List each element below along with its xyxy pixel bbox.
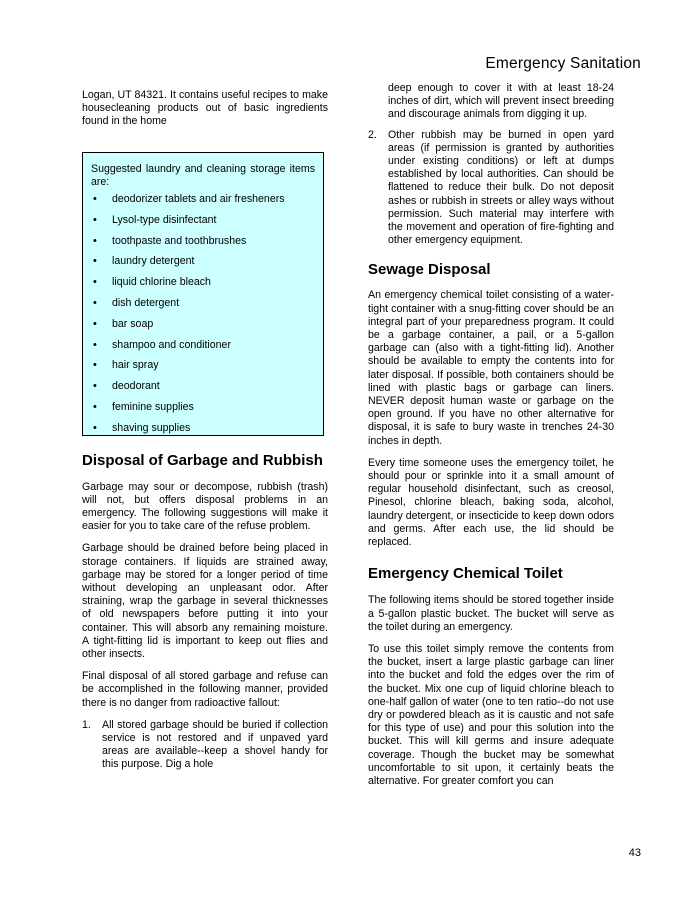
list-item: • shaving supplies (91, 422, 315, 443)
list-item: • toothpaste and toothbrushes (91, 235, 315, 256)
sewage-paragraph-1: An emergency chemical toilet consisting of a water-tight container with a snug-fitting cover should be an integral part of your preparedness program. It could be a garbage container, a pail, or a 5-gallon garbage can (also with a tight-fitting lid). Another should be available to empty the contents into for later disposal. If possible, both containers should be lined with plastic bags or garbage can liners. NEVER deposit human waste or garbage on the open ground. If you have no other alternative for disposal, it is safe to bury waste in trenches 24-30 inches in depth. (368, 289, 614, 447)
list-item: • bar soap (91, 318, 315, 339)
list-item: • shampoo and conditioner (91, 339, 315, 360)
list-item: • liquid chlorine bleach (91, 276, 315, 297)
garbage-heading: Disposal of Garbage and Rubbish (82, 451, 323, 469)
list-item: • deodorant (91, 380, 315, 401)
list-item-text: Other rubbish may be burned in open yard areas (if permission is granted by authorities under existing conditions) or left at dumps established by local authorities. Can should be flattened to reduce their bulk. Do not deposit ashes or rubbish in streets or alley ways without permission. Such material may interfere with the movement and operation of fire-fighting and other emergency equipment. (388, 128, 614, 247)
disposal-list-item-1 (82, 719, 328, 772)
toilet-paragraph-1: The following items should be stored together inside a 5-gallon plastic bucket. The bucket will serve as the toilet during an emergency. (368, 594, 614, 633)
box-intro: Suggested laundry and cleaning storage items are: (91, 162, 315, 188)
disposal-list (82, 719, 328, 772)
list-item: • hair spray (91, 359, 315, 380)
right-column (368, 82, 614, 788)
list-number: 1. (82, 718, 91, 731)
disposal-list-item-2 (368, 129, 614, 248)
sewage-paragraph-2: Every time someone uses the emergency toilet, he should pour or sprinkle into it a small amount of regular household disinfectant, such as creosol, Pinesol, chlorine bleach, baking soda, alcohol, laundry detergent, or insecticide to keep down odors and germs. After each use, the lid should be replaced. (368, 456, 614, 549)
garbage-paragraph-2: Garbage should be drained before being placed in storage containers. If liquids are strained away, garbage may be stored for a longer period of time without developing an unpleasant odor. After straining, wrap the garbage in several thicknesses of old newspapers before putting it into your container. This will absorb any remaining moisture. A tight-fitting lid is important to keep out flies and other insects. (82, 542, 328, 661)
list-item: • deodorizer tablets and air fresheners (91, 193, 315, 214)
list-item: • feminine supplies (91, 401, 315, 422)
sewage-heading: Sewage Disposal (368, 261, 491, 279)
list-item: • laundry detergent (91, 255, 315, 276)
toilet-paragraph-2: To use this toilet simply remove the contents from the bucket, insert a large plastic garbage can liner into the bucket and fold the edges over the rim of the bucket. Mix one cup of liquid chlorine bleach to one-half gallon of water (one to ten ratio--do not use dry or powdered bleach as it is caustic and not safe for this type of use) and pour this solution into the bucket. This will kill germs and insure adequate coverage. Though the bucket may be somewhat uncomfortable to sit upon, it certainly beats the alternative. For greater comfort you can (368, 642, 614, 787)
list-item-continuation: deep enough to cover it with at least 18-24 inches of dirt, which will prevent insect breeding and discourage animals from digging it up. (388, 82, 614, 121)
storage-items-box (82, 152, 324, 436)
left-column (82, 89, 328, 781)
list-item: • Lysol-type disinfectant (91, 214, 315, 235)
list-item-text: All stored garbage should be buried if collection service is not restored and if unpaved yard areas are available--keep a shovel handy for this purpose. Dig a hole (102, 718, 328, 771)
list-number: 2. (368, 128, 377, 141)
garbage-paragraph-3: Final disposal of all stored garbage and refuse can be accomplished in the following manner, provided there is no danger from radioactive fallout: (82, 670, 328, 709)
disposal-list-continued (368, 129, 614, 248)
garbage-paragraph-1: Garbage may sour or decompose, rubbish (trash) will not, but offers disposal problems in an emergency. The following suggestions will make it easier for you to take care of the refuse problem. (82, 480, 328, 533)
list-item: • dish detergent (91, 297, 315, 318)
intro-paragraph: Logan, UT 84321. It contains useful recipes to make housecleaning products out of basic ingredients found in the home (82, 89, 328, 128)
page-number: 43 (628, 847, 641, 859)
toilet-heading: Emergency Chemical Toilet (368, 565, 563, 583)
storage-items-list (91, 193, 315, 443)
page-header-title: Emergency Sanitation (485, 55, 641, 72)
